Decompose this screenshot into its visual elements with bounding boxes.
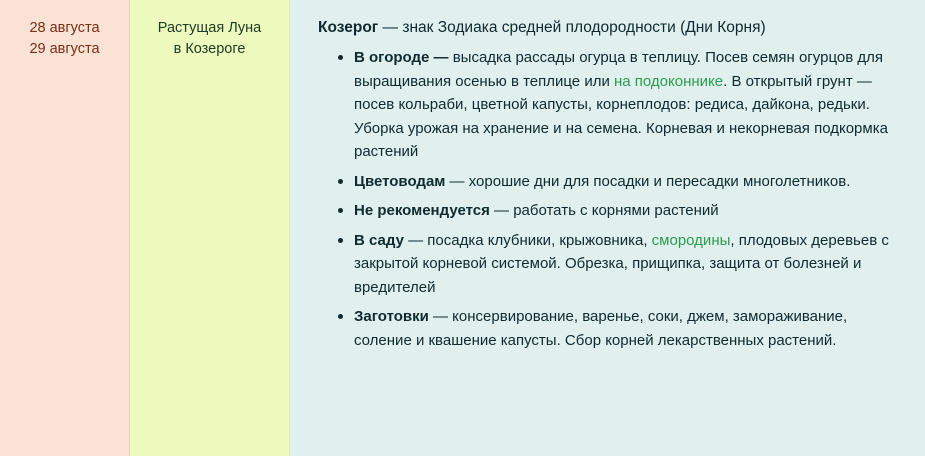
dates-cell	[0, 0, 130, 456]
recommendation-item	[338, 170, 897, 194]
recommendation-lead: Заготовки	[354, 308, 429, 325]
recommendation-text: , плодовых деревьев с закрытой корневой системой. Обрезка, прищипка, защита от болезней и вредителей	[354, 231, 889, 296]
recommendation-item	[338, 199, 897, 223]
recommendation-text: — хорошие дни для посадки и пересадки многолетников.	[445, 172, 851, 190]
recommendation-list	[312, 46, 897, 352]
date-line-1: 28 августа	[29, 20, 100, 36]
zodiac-title-rest: — знак Зодиака средней плодородности (Дни Корня)	[378, 19, 766, 36]
recommendation-item	[338, 305, 897, 352]
highlighted-text: на подоконнике	[614, 72, 724, 90]
recommendation-lead: В саду	[354, 231, 404, 249]
phase-line-1: Растущая Луна	[157, 20, 262, 36]
recommendation-lead: Не рекомендуется	[354, 202, 490, 219]
recommendation-item	[338, 229, 897, 300]
moon-phase-cell	[130, 0, 290, 456]
recommendation-item	[338, 46, 897, 164]
recommendation-text: высадка рассады огурца в теплицу. Посев семян огурцов для выращивания осенью в теплице или	[354, 49, 883, 90]
zodiac-title-lead: Козерог	[318, 19, 379, 36]
recommendation-text: . В открытый грунт — посев кольраби, цветной капусты, корнеплодов: редиса, дайкона, редьки. Уборка урожая на хранение и на семена. Корневая и некорневая подкормка растений	[354, 72, 888, 160]
description-cell	[290, 0, 925, 456]
recommendation-lead: Цветоводам	[354, 172, 446, 190]
phase-line-2: в Козероге	[173, 41, 246, 57]
highlighted-text: смородины	[651, 231, 731, 249]
zodiac-title	[312, 16, 897, 40]
recommendation-text: — посадка клубники, крыжовника,	[403, 231, 652, 249]
date-line-2: 29 августа	[29, 41, 100, 57]
recommendation-lead: В огороде —	[354, 49, 449, 66]
recommendation-text: — работать с корнями растений	[489, 202, 719, 219]
recommendation-text: — консервирование, варенье, соки, джем, замораживание, соление и квашение капусты. Сбор корней лекарственных растений.	[354, 308, 848, 349]
